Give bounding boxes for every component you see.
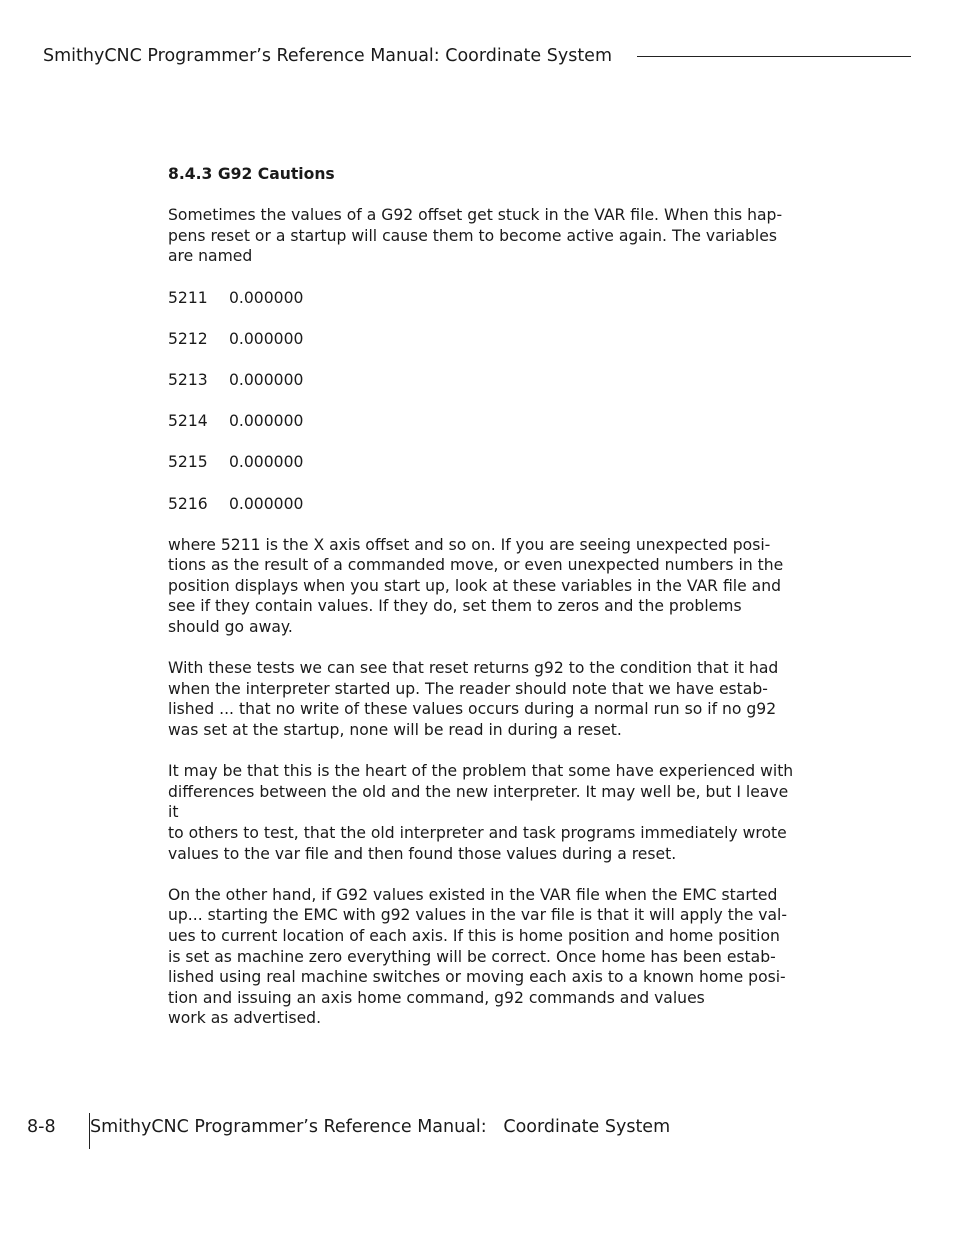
header-rule: [637, 56, 911, 57]
variable-row: [168, 452, 786, 473]
paragraph-line: it: [168, 803, 179, 822]
variable-list: [168, 288, 786, 515]
variable-id: 5216: [168, 494, 208, 513]
paragraph-line: values to the var file and then found those values during a reset.: [168, 844, 677, 863]
emc-startup-paragraph: [168, 885, 786, 1029]
offset-explanation-paragraph: [168, 535, 786, 638]
paragraph-line: On the other hand, if G92 values existed in the VAR file when the EMC started: [168, 885, 778, 904]
paragraph-line: see if they contain values. If they do, set them to zeros and the problems: [168, 597, 742, 616]
paragraph-line: is set as machine zero everything will be correct. Once home has been estab-: [168, 947, 776, 966]
variable-value: 0.000000: [229, 412, 304, 431]
variable-id: 5214: [168, 412, 208, 431]
paragraph-line: work as advertised.: [168, 1009, 322, 1028]
paragraph-line: position displays when you start up, look at these variables in the VAR file and: [168, 576, 781, 595]
footer-page-number: 8-8: [27, 1117, 56, 1137]
reset-tests-paragraph: [168, 658, 786, 740]
intro-line: Sometimes the values of a G92 offset get stuck in the VAR file. When this hap-: [168, 206, 783, 225]
variable-row: [168, 370, 786, 391]
interpreter-differences-paragraph: [168, 761, 794, 864]
page-body: [168, 164, 794, 1050]
variable-id: 5212: [168, 329, 208, 348]
variable-value: 0.000000: [229, 329, 304, 348]
variable-value: 0.000000: [229, 288, 304, 307]
paragraph-line: was set at the startup, none will be read in during a reset.: [168, 721, 622, 740]
variable-id: 5213: [168, 370, 208, 389]
variable-id: 5215: [168, 453, 208, 472]
variable-value: 0.000000: [229, 494, 304, 513]
intro-line: are named: [168, 247, 253, 266]
paragraph-line: to others to test, that the old interpreter and task programs immediately wrote: [168, 824, 787, 842]
intro-line: pens reset or a startup will cause them to become active again. The variables: [168, 226, 777, 245]
variable-row: [168, 329, 786, 350]
paragraph-line: With these tests we can see that reset returns g92 to the condition that it had: [168, 659, 779, 678]
paragraph-line: lished using real machine switches or moving each axis to a known home posi-: [168, 968, 786, 987]
footer-title: SmithyCNC Programmer’s Reference Manual: Coordinate System: [90, 1117, 671, 1137]
paragraph-line: differences between the old and the new interpreter. It may well be, but I leave: [168, 782, 789, 801]
variable-row: [168, 494, 786, 515]
paragraph-line: tion and issuing an axis home command, g92 commands and values: [168, 988, 705, 1007]
intro-paragraph: [168, 205, 786, 267]
paragraph-line: ues to current location of each axis. If this is home position and home position: [168, 926, 780, 945]
running-header-title: SmithyCNC Programmer’s Reference Manual: Coordinate System: [43, 46, 612, 66]
variable-value: 0.000000: [229, 370, 304, 389]
paragraph-line: where 5211 is the X axis offset and so on. If you are seeing unexpected posi-: [168, 535, 771, 554]
paragraph-line: lished ... that no write of these values occurs during a normal run so if no g92: [168, 700, 777, 719]
paragraph-line: up... starting the EMC with g92 values in the var file is that it will apply the val-: [168, 906, 787, 925]
paragraph-line: when the interpreter started up. The reader should note that we have estab-: [168, 679, 768, 698]
section-heading: 8.4.3 G92 Cautions: [168, 165, 335, 183]
variable-row: [168, 411, 786, 432]
variable-value: 0.000000: [229, 453, 304, 472]
variable-id: 5211: [168, 288, 208, 307]
paragraph-line: It may be that this is the heart of the problem that some have experienced with: [168, 762, 794, 781]
paragraph-line: should go away.: [168, 618, 293, 637]
paragraph-line: tions as the result of a commanded move, or even unexpected numbers in the: [168, 556, 784, 575]
variable-row: [168, 288, 786, 309]
